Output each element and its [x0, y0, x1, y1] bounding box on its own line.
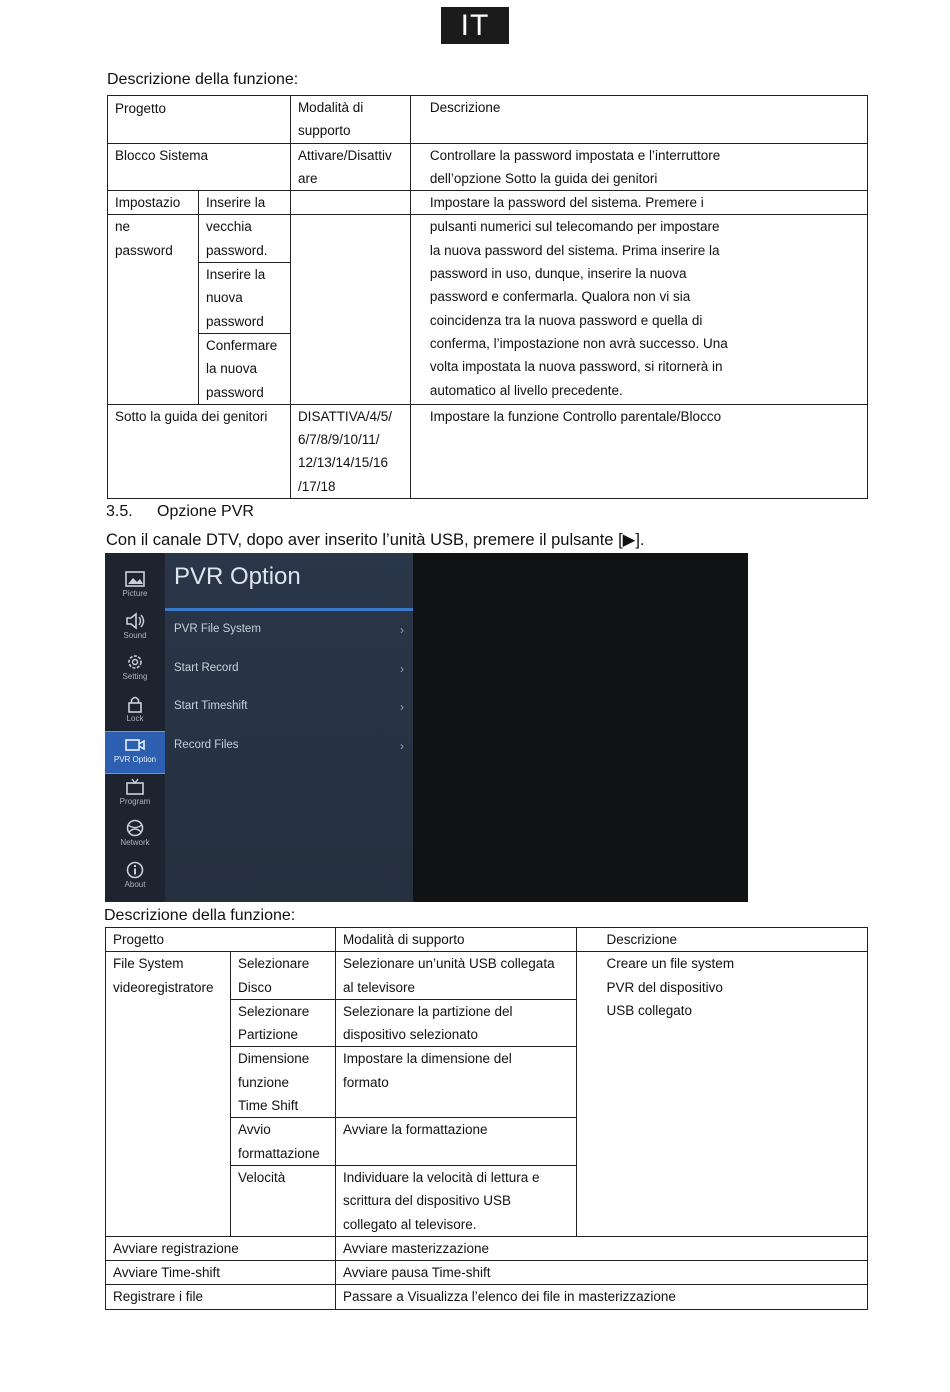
chevron-right-icon: ›	[400, 623, 404, 637]
row-desc: Creare un file system	[606, 956, 735, 972]
row-mode: collegato al televisore.	[342, 1216, 477, 1232]
chevron-right-icon: ›	[400, 662, 404, 676]
sub-label: Inserire la	[205, 267, 266, 283]
table-header-row	[106, 928, 868, 952]
parental-lock-table	[107, 95, 868, 499]
tv-menu-screenshot	[105, 553, 748, 902]
row-desc: Impostare la funzione Controllo parentale/Blocco	[429, 408, 722, 424]
menu-item-start-record[interactable]	[174, 662, 404, 684]
row-mode: Selezionare la partizione del	[342, 1003, 513, 1019]
sub-label: Avvio	[237, 1122, 271, 1138]
row-mode: 6/7/8/9/10/11/	[297, 432, 380, 448]
row-mode: Impostare la dimensione del	[342, 1051, 512, 1067]
row-name: Impostazio	[115, 195, 181, 211]
pvr-function-table	[105, 927, 868, 1310]
menu-item-label: PVR File System	[174, 623, 261, 635]
sidebar-label: Network	[120, 838, 150, 847]
table-row	[108, 191, 868, 405]
row-desc: Avviare pausa Time-shift	[342, 1265, 491, 1281]
sub-label: Disco	[237, 979, 272, 995]
row-mode: Selezionare un’unità USB collegata	[342, 956, 555, 972]
menu-item-start-timeshift[interactable]	[174, 700, 404, 722]
sidebar-label: Setting	[122, 672, 148, 681]
sidebar-item-picture[interactable]	[105, 566, 165, 607]
row-name: videoregistratore	[113, 979, 214, 995]
row-mode: al televisore	[342, 979, 415, 995]
row-name: Avviare Time-shift	[113, 1265, 221, 1281]
sub-label: password.	[205, 242, 268, 258]
tv-sidebar	[105, 553, 165, 902]
sub-label: Selezionare	[237, 1003, 310, 1019]
row-desc: Avviare masterizzazione	[342, 1240, 489, 1256]
sound-icon	[124, 612, 146, 630]
sub-label: nuova	[205, 290, 243, 306]
sidebar-item-program[interactable]	[105, 774, 165, 815]
row-desc: Controllare la password impostata e l’interruttore	[429, 147, 721, 163]
sub-label: Dimensione	[237, 1051, 310, 1067]
gear-icon	[124, 653, 146, 671]
menu-item-record-files[interactable]	[174, 739, 404, 761]
row-mode: are	[297, 170, 318, 186]
table-row	[108, 143, 868, 191]
row-mode: scrittura del dispositivo USB	[342, 1193, 512, 1209]
section-heading-functions: Descrizione della funzione:	[107, 71, 299, 88]
header-descrizione: Descrizione	[429, 100, 501, 115]
section-number: 3.5.	[106, 503, 133, 520]
sidebar-item-setting[interactable]	[105, 649, 165, 690]
sub-label: Velocità	[237, 1169, 286, 1185]
tv-menu-title: PVR Option	[174, 563, 301, 590]
row-desc: PVR del dispositivo	[606, 979, 723, 995]
menu-item-label: Start Record	[174, 662, 239, 674]
camera-icon	[124, 736, 146, 754]
row-desc: conferma, l’impostazione non avrà successo. Una	[429, 335, 728, 351]
menu-item-label: Start Timeshift	[174, 700, 248, 712]
section-intro: Con il canale DTV, dopo aver inserito l’unità USB, premere il pulsante [▶].	[106, 531, 645, 549]
menu-item-pvr-file-system[interactable]	[174, 623, 404, 645]
sub-label: Time Shift	[237, 1098, 299, 1114]
sidebar-item-network[interactable]	[105, 815, 165, 856]
row-name: File System	[113, 956, 184, 972]
sidebar-item-lock[interactable]	[105, 691, 165, 732]
sub-label: Confermare	[205, 337, 278, 353]
sidebar-item-sound[interactable]	[105, 608, 165, 649]
section-title: Opzione PVR	[157, 503, 254, 520]
table-row	[106, 1261, 868, 1285]
language-badge: IT	[441, 7, 509, 44]
sub-label: vecchia	[205, 219, 252, 235]
header-supporto: supporto	[297, 123, 351, 139]
row-name: Avviare registrazione	[113, 1240, 239, 1256]
section-heading-functions-2: Descrizione della funzione:	[104, 907, 296, 924]
row-mode: /17/18	[297, 478, 336, 494]
row-mode: Avviare la formattazione	[342, 1122, 488, 1138]
picture-icon	[124, 570, 146, 588]
row-desc: Impostare la password del sistema. Premere i	[411, 191, 867, 215]
row-desc: automatico al livello precedente.	[429, 382, 623, 398]
sidebar-label: Sound	[123, 631, 147, 640]
tv-icon	[124, 778, 146, 796]
row-mode: Individuare la velocità di lettura e	[342, 1169, 540, 1185]
chevron-right-icon: ›	[400, 700, 404, 714]
row-mode: 12/13/14/15/16	[297, 455, 389, 471]
table-header-row	[108, 96, 868, 144]
sub-label: formattazione	[237, 1145, 320, 1161]
row-desc: pulsanti numerici sul telecomando per impostare	[429, 219, 720, 235]
table-row	[106, 952, 868, 1000]
tv-menu-panel	[165, 553, 413, 902]
row-desc: password in uso, dunque, inserire la nuova	[429, 266, 687, 282]
sub-label: funzione	[237, 1074, 290, 1090]
sub-label: Selezionare	[237, 956, 310, 972]
sidebar-label: Program	[119, 797, 151, 806]
chevron-right-icon: ›	[400, 739, 404, 753]
sidebar-label: Picture	[122, 589, 148, 598]
header-modalita: Modalità di supporto	[342, 932, 465, 947]
sidebar-label: About	[124, 880, 146, 889]
row-desc: dell’opzione Sotto la guida dei genitori	[429, 170, 658, 186]
table-row	[106, 1236, 868, 1260]
sidebar-label: PVR Option	[113, 755, 157, 764]
row-desc: Passare a Visualizza l’elenco dei file in masterizzazione	[342, 1289, 676, 1305]
row-name: Registrare i file	[113, 1289, 204, 1305]
sidebar-item-about[interactable]	[105, 857, 165, 898]
sidebar-item-pvr-option[interactable]	[105, 732, 165, 773]
header-modalita: Modalità di	[297, 100, 364, 115]
header-descrizione: Descrizione	[606, 932, 678, 947]
header-progetto: Progetto	[115, 101, 167, 116]
menu-item-label: Record Files	[174, 739, 239, 751]
row-mode: Attivare/Disattiv	[297, 147, 392, 163]
row-desc: coincidenza tra la nuova password e quella di	[429, 312, 703, 328]
title-divider	[165, 608, 413, 611]
row-name: Sotto la guida dei genitori	[115, 408, 268, 424]
row-desc: USB collegato	[606, 1002, 693, 1018]
sub-label: Inserire la	[205, 195, 266, 211]
sub-label: Partizione	[237, 1027, 299, 1043]
sub-label: password	[205, 313, 264, 329]
row-desc: password e confermarla. Qualora non vi sia	[429, 289, 691, 305]
table-row	[108, 404, 868, 498]
row-name: Blocco Sistema	[115, 147, 209, 163]
sub-label: la nuova	[205, 361, 258, 377]
lock-icon	[124, 695, 146, 713]
globe-icon	[124, 819, 146, 837]
row-mode: formato	[342, 1074, 389, 1090]
row-desc: volta impostata la nuova password, si ritornerà in	[429, 359, 723, 375]
row-name: password	[115, 242, 173, 258]
row-desc: la nuova password del sistema. Prima inserire la	[429, 242, 720, 258]
row-name: ne	[115, 219, 131, 235]
row-mode: DISATTIVA/4/5/	[297, 408, 392, 424]
header-progetto: Progetto	[113, 932, 165, 947]
row-mode: dispositivo selezionato	[342, 1027, 479, 1043]
table-row	[106, 1285, 868, 1309]
sub-label: password	[205, 384, 264, 400]
sidebar-label: Lock	[126, 714, 144, 723]
info-icon	[124, 861, 146, 879]
